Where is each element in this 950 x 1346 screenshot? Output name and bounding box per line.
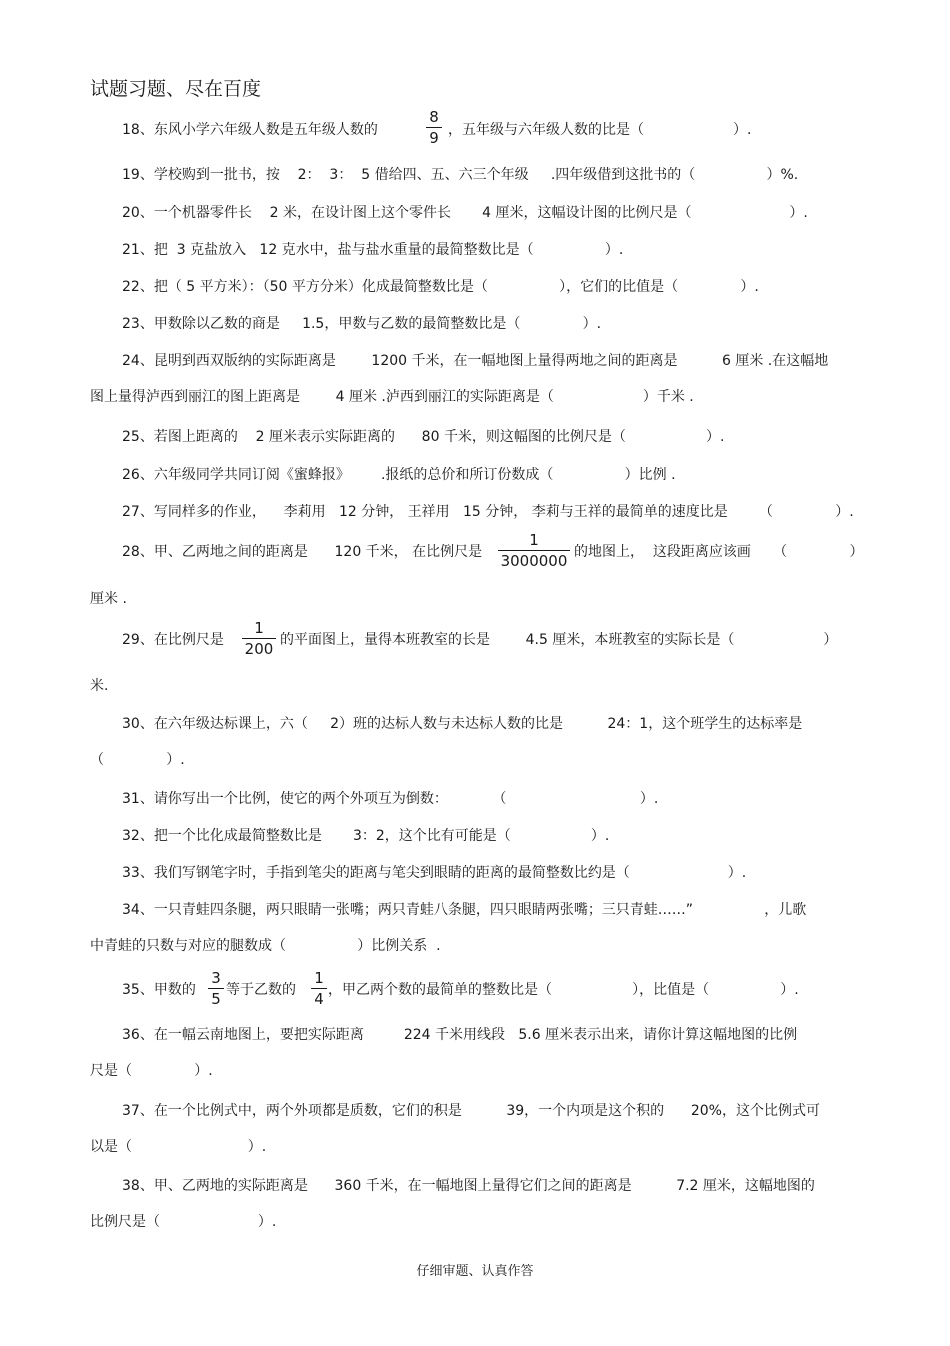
question-28-line2: 厘米 .	[90, 591, 127, 607]
fraction-numerator: 1	[254, 619, 264, 637]
fraction-1-4	[311, 969, 327, 1008]
question-38-line1: 38、甲、乙两地的实际距离是 360 千米，在一幅地图上量得它们之间的距离是 7.2 厘米，这幅地图的	[122, 1178, 815, 1194]
fraction-denominator: 3000000	[500, 552, 568, 570]
question-34-line2: 中青蛙的只数与对应的腿数成（ ）比例关系 .	[90, 938, 441, 954]
question-20: 20、一个机器零件长 2 米，在设计图上这个零件长 4 厘米，这幅设计图的比例尺是（ ）.	[122, 205, 808, 221]
fraction-8-9	[426, 108, 442, 147]
question-26: 26、六年级同学共同订阅《蜜蜂报》 .报纸的总价和所订份数成（ ）比例 .	[122, 467, 676, 483]
question-36-line2: 尺是（ ）.	[90, 1063, 213, 1079]
fraction-numerator: 1	[529, 531, 539, 549]
question-37-line2: 以是（ ）.	[90, 1139, 267, 1155]
fraction-bar	[426, 127, 442, 128]
question-24-line1: 24、昆明到西双版纳的实际距离是 1200 千米，在一幅地图上量得两地之间的距离是 6 厘米 .在这幅地	[122, 353, 829, 369]
question-21: 21、把 3 克盐放入 12 克水中，盐与盐水重量的最简整数比是（ ）.	[122, 242, 624, 258]
question-37-line1: 37、在一个比例式中，两个外项都是质数，它们的积是 39，一个内项是这个积的 20%，这个比例式可	[122, 1103, 820, 1119]
question-22: 22、把（ 5 平方米）：（50 平方分米）化成最简整数比是（ ），它们的比值是（ ）.	[122, 279, 759, 295]
fraction-1-200	[242, 619, 276, 658]
fraction-bar	[242, 638, 276, 639]
question-28-text: 28、甲、乙两地之间的距离是 120 千米， 在比例尺是	[122, 544, 483, 560]
page-header: 试题习题、尽在百度	[90, 78, 262, 100]
question-30-line2: （ ）.	[90, 752, 185, 768]
question-23: 23、甲数除以乙数的商是 1.5，甲数与乙数的最简整数比是（ ）.	[122, 316, 602, 332]
question-29-text: 29、在比例尺是	[122, 632, 224, 648]
fraction-bar	[498, 550, 570, 551]
fraction-numerator: 8	[429, 108, 439, 126]
question-32: 32、把一个比化成最简整数比是 3：2，这个比有可能是（ ）.	[122, 828, 610, 844]
page-footer: 仔细审题、认真作答	[416, 1264, 534, 1279]
question-18-text: 18、东风小学六年级人数是五年级人数的	[122, 122, 378, 138]
question-35-text-mid: 等于乙数的	[226, 982, 296, 998]
fraction-bar	[208, 988, 224, 989]
question-25: 25、若图上距离的 2 厘米表示实际距离的 80 千米，则这幅图的比例尺是（ ）.	[122, 429, 725, 445]
question-38-line2: 比例尺是（ ）.	[90, 1214, 277, 1230]
question-31: 31、请你写出一个比例，使它的两个外项互为倒数： （ ）.	[122, 791, 659, 807]
fraction-numerator: 1	[314, 969, 324, 987]
question-33: 33、我们写钢笔字时，手指到笔尖的距离与笔尖到眼睛的距离的最简整数比约是（ ）.	[122, 865, 747, 881]
fraction-denominator: 4	[314, 990, 324, 1008]
fraction-denominator: 5	[211, 990, 221, 1008]
question-27: 27、写同样多的作业， 李莉用 12 分钟， 王祥用 15 分钟， 李莉与王祥的最简单的速度比是 （ ）.	[122, 504, 854, 520]
question-24-line2: 图上量得泸西到丽江的图上距离是 4 厘米 .泸西到丽江的实际距离是（ ）千米 .	[90, 389, 694, 405]
question-29-text-end: 的平面图上，量得本班教室的长是 4.5 厘米，本班教室的实际长是（ ）	[280, 632, 838, 648]
question-28-text-end: 的地图上， 这段距离应该画 （ ）	[574, 544, 864, 560]
fraction-3-5	[208, 969, 224, 1008]
fraction-denominator: 9	[429, 129, 439, 147]
question-29-line2: 米.	[90, 678, 109, 694]
fraction-denominator: 200	[244, 640, 274, 658]
fraction-1-3000000	[498, 531, 570, 570]
question-35-text-end: ，甲乙两个数的最简单的整数比是（ ），比值是（ ）.	[328, 982, 799, 998]
fraction-numerator: 3	[211, 969, 221, 987]
question-30-line1: 30、在六年级达标课上，六（ 2）班的达标人数与未达标人数的比是 24：1，这个班学生的达标率是	[122, 716, 803, 732]
question-35-text: 35、甲数的	[122, 982, 196, 998]
question-34-line1: 34、一只青蛙四条腿，两只眼睛一张嘴；两只青蛙八条腿，四只眼睛两张嘴；三只青蛙……” ，儿歌	[122, 902, 807, 918]
question-36-line1: 36、在一幅云南地图上，要把实际距离 224 千米用线段 5.6 厘米表示出来，请你计算这幅地图的比例	[122, 1027, 798, 1043]
question-19: 19、学校购到一批书，按 2： 3： 5 借给四、五、六三个年级 .四年级借到这批书的（ ）%.	[122, 167, 799, 183]
question-18-text-end: ，五年级与六年级人数的比是（ ）.	[448, 122, 752, 138]
fraction-bar	[311, 988, 327, 989]
